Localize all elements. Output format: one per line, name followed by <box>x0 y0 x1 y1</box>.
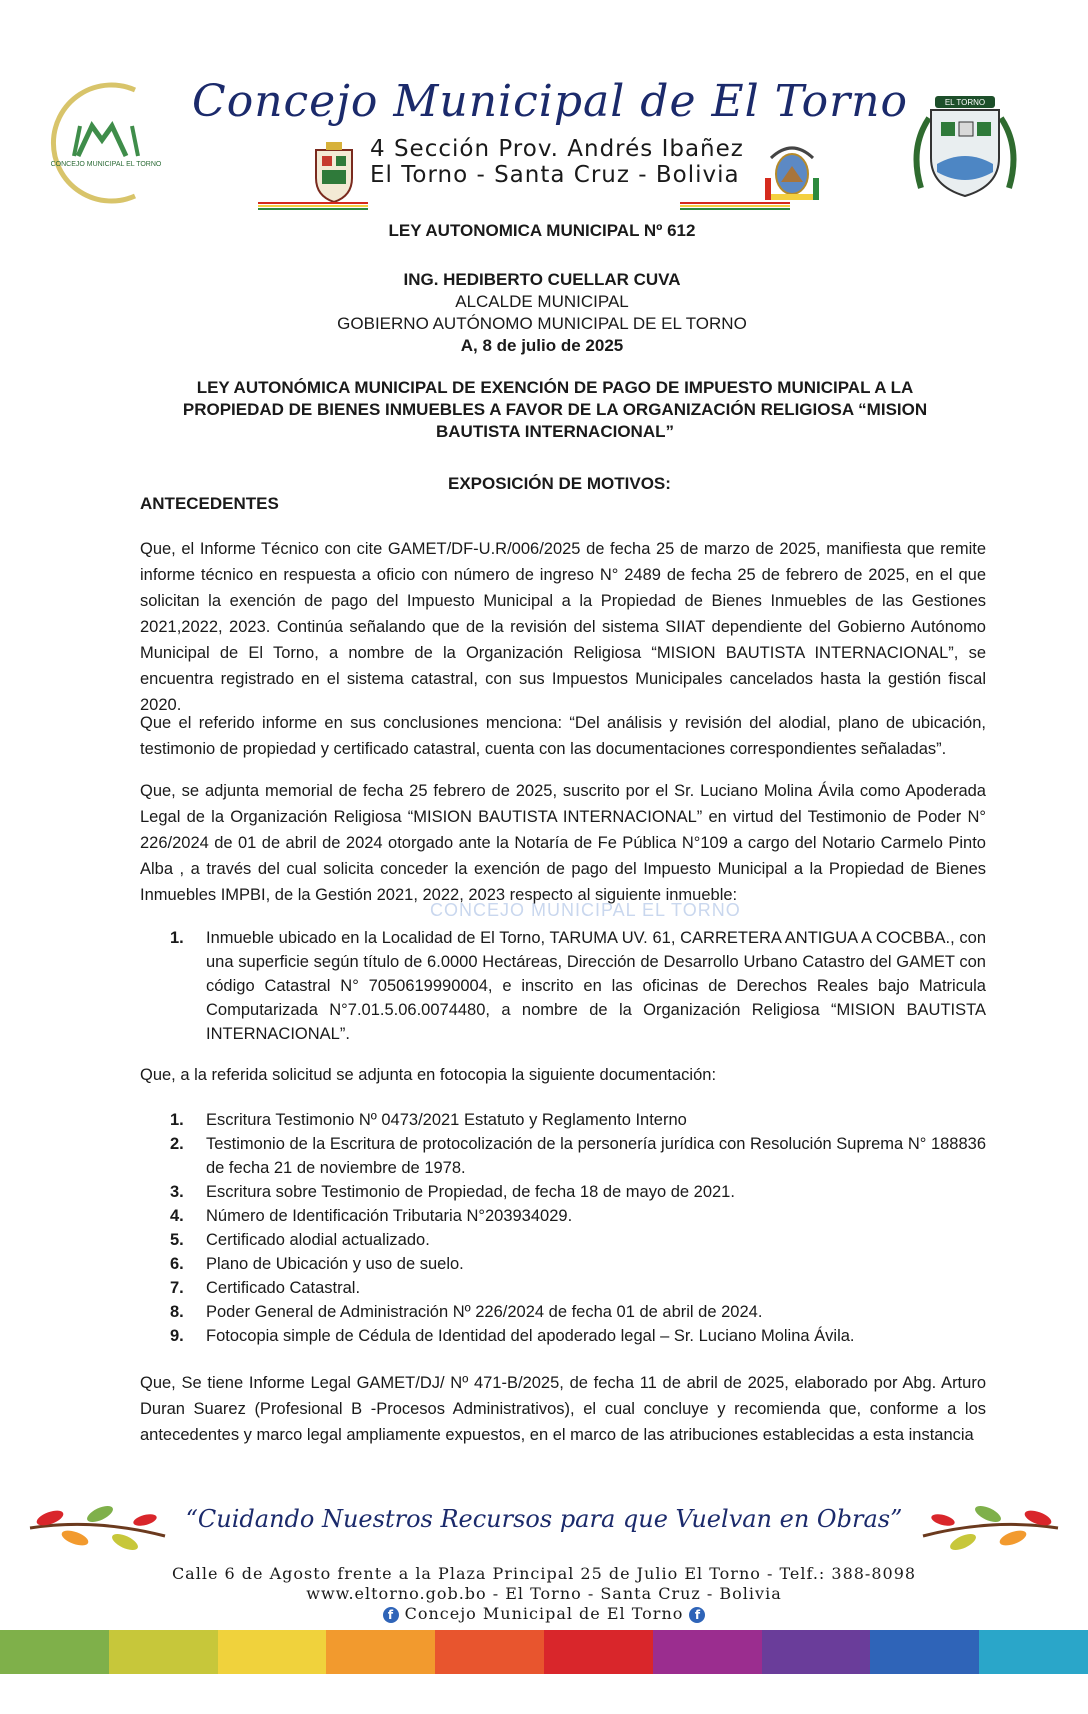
list-text: Testimonio de la Escritura de protocolización de la personería jurídica con Resolución Suprema N° 188836 de fecha 21 de noviembre de 1978. <box>206 1135 986 1177</box>
list-number: 8. <box>170 1303 184 1321</box>
documents-intro: Que, a la referida solicitud se adjunta en fotocopia la siguiente documentación: <box>140 1066 717 1084</box>
color-bar-segment <box>0 1630 109 1674</box>
list-number: 2. <box>170 1135 184 1153</box>
signer-name: ING. HEDIBERTO CUELLAR CUVA <box>403 270 681 289</box>
bolivia-coat-of-arms-icon <box>763 138 821 204</box>
list-item <box>170 1204 986 1228</box>
color-bar-segment <box>979 1630 1088 1674</box>
list-number: 7. <box>170 1279 184 1297</box>
footer-motto: “Cuidando Nuestros Recursos para que Vuelvan en Obras” <box>185 1505 903 1533</box>
paragraph-2: Que el referido informe en sus conclusiones menciona: “Del análisis y revisión del alodial, plano de ubicación, testimonio de propiedad y certificado catastral, cuenta con las documentaciones correspondientes señaladas”. <box>140 714 986 758</box>
list-text: Escritura Testimonio Nº 0473/2021 Estatuto y Reglamento Interno <box>206 1111 687 1129</box>
documents-list <box>170 1108 986 1348</box>
list-item <box>170 1132 986 1180</box>
color-bar-segment <box>435 1630 544 1674</box>
section-heading: EXPOSICIÓN DE MOTIVOS: <box>448 474 671 493</box>
document-date: A, 8 de julio de 2025 <box>460 336 624 355</box>
list-text: Número de Identificación Tributaria N°203934029. <box>206 1207 573 1225</box>
list-number: 1. <box>170 929 184 947</box>
list-text: Certificado Catastral. <box>206 1279 361 1297</box>
paragraph-1: Que, el Informe Técnico con cite GAMET/DF-U.R/006/2025 de fecha 25 de marzo de 2025, manifiesta que remite informe técnico en respuesta a oficio con número de ingreso N° 2489 de fecha 25 de febrero de 2025, en el que solicitan la exención de pago del Impuesto Municipal a la Propiedad de Bienes Inmuebles de las Gestiones 2021,2022, 2023. Continúa señalando que de la revisión del sistema SIIAT dependiente del Gobierno Autónomo Municipal de El Torno, a nombre de la Organización Religiosa “MISION BAUTISTA INTERNACIONAL”, se encuentra registrado en el sistema catastral, con sus Impuestos Municipales cancelados hasta la gestión fiscal 2020. <box>140 540 986 714</box>
list-item <box>170 1324 986 1348</box>
paragraph-3: Que, se adjunta memorial de fecha 25 febrero de 2025, suscrito por el Sr. Luciano Molina Ávila como Apoderada Legal de la Organización Religiosa “MISION BAUTISTA INTERNACIONAL” en virtud del Testimonio de Poder N° 226/2024 de 01 de abril de 2024 otorgado ante la Notaría de Fe Pública N°109 a cargo del Notario Carmelo Pinto Alba , a través del cual solicita conceder la exención de pago del Impuesto Municipal a la Propiedad de Bienes Inmuebles IMPBI, de la Gestión 2021, 2022, 2023 respecto al siguiente inmueble: <box>140 782 986 904</box>
right-flag-stripe <box>680 202 790 209</box>
list-text: Escritura sobre Testimonio de Propiedad, de fecha 18 de mayo de 2021. <box>206 1183 735 1201</box>
color-bar-segment <box>870 1630 979 1674</box>
subsection-heading: ANTECEDENTES <box>140 494 279 513</box>
header-line-2: El Torno - Santa Cruz - Bolivia <box>370 162 740 188</box>
footer-social <box>0 1604 1088 1623</box>
footer-social-text: Concejo Municipal de El Torno <box>404 1604 684 1623</box>
color-bar-segment <box>762 1630 871 1674</box>
list-number: 4. <box>170 1207 184 1225</box>
color-bar-segment <box>653 1630 762 1674</box>
list-number: 1. <box>170 1111 184 1129</box>
el-torno-emblem <box>905 88 1025 208</box>
color-bar-segment <box>109 1630 218 1674</box>
color-bar-segment <box>326 1630 435 1674</box>
list-text: Certificado alodial actualizado. <box>206 1231 430 1249</box>
footer-address: Calle 6 de Agosto frente a la Plaza Principal 25 de Julio El Torno - Telf.: 388-8098 <box>171 1564 917 1583</box>
list-number: 6. <box>170 1255 184 1273</box>
list-item <box>170 926 986 1046</box>
law-number: LEY AUTONOMICA MUNICIPAL Nº 612 <box>388 221 696 240</box>
list-item <box>170 1252 986 1276</box>
list-text: Inmueble ubicado en la Localidad de El Torno, TARUMA UV. 61, CARRETERA ANTIGUA A COCBBA., con una superficie según título de 6.0000 Hectáreas, Dirección de Desarrollo Urbano Catastro del GAMET con código Catastral N° 7050619990004, e inscrito en las oficinas de Derechos Reales bajo Matricula Computarizada N°7.01.5.06.0074480, a nombre de la Organización Religiosa “MISION BAUTISTA INTERNACIONAL”. <box>206 929 986 1043</box>
list-item <box>170 1180 986 1204</box>
left-flag-stripe <box>258 202 368 209</box>
property-list <box>170 926 986 1046</box>
color-bar-segment <box>544 1630 653 1674</box>
law-title: LEY AUTONÓMICA MUNICIPAL DE EXENCIÓN DE PAGO DE IMPUESTO MUNICIPAL A LA PROPIEDAD DE BIENES INMUEBLES A FAVOR DE LA ORGANIZACIÓN RELIGIOSA “MISION BAUTISTA INTERNACIONAL” <box>182 378 928 441</box>
list-item <box>170 1276 986 1300</box>
list-item <box>170 1228 986 1252</box>
list-number: 5. <box>170 1231 184 1249</box>
color-bar-segment <box>218 1630 327 1674</box>
list-text: Fotocopia simple de Cédula de Identidad del apoderado legal – Sr. Luciano Molina Ávila. <box>206 1327 855 1345</box>
header-title: Concejo Municipal de El Torno <box>192 76 908 127</box>
header-line-1: 4 Sección Prov. Andrés Ibañez <box>370 136 744 162</box>
list-text: Plano de Ubicación y uso de suelo. <box>206 1255 464 1273</box>
facebook-icon: f <box>383 1607 399 1623</box>
signer-role: ALCALDE MUNICIPAL <box>455 292 629 311</box>
government-name: GOBIERNO AUTÓNOMO MUNICIPAL DE EL TORNO <box>337 314 747 333</box>
svg-text:CONCEJO MUNICIPAL EL TORNO: CONCEJO MUNICIPAL EL TORNO <box>50 161 162 168</box>
list-item <box>170 1108 986 1132</box>
watermark: CONCEJO MUNICIPAL EL TORNO <box>430 900 741 920</box>
list-text: Poder General de Administración Nº 226/2024 de fecha 01 de abril de 2024. <box>206 1303 763 1321</box>
footer-web: www.eltorno.gob.bo - El Torno - Santa Cruz - Bolivia <box>306 1584 782 1603</box>
list-number: 3. <box>170 1183 184 1201</box>
footer-color-bar <box>0 1630 1088 1674</box>
facebook-icon: f <box>689 1607 705 1623</box>
svg-text:EL TORNO: EL TORNO <box>944 98 986 107</box>
list-item <box>170 1300 986 1324</box>
municipal-shield-icon <box>312 140 356 204</box>
list-number: 9. <box>170 1327 184 1345</box>
concejo-logo <box>40 78 170 208</box>
paragraph-legal-report: Que, Se tiene Informe Legal GAMET/DJ/ Nº 471-B/2025, de fecha 11 de abril de 2025, elaborado por Abg. Arturo Duran Suarez (Profesional B -Procesos Administrativos), el cual concluye y recomienda que, conforme a los antecedentes y marco legal ampliamente expuestos, en el marco de las atribuciones establecidas a esta instancia <box>140 1374 986 1444</box>
